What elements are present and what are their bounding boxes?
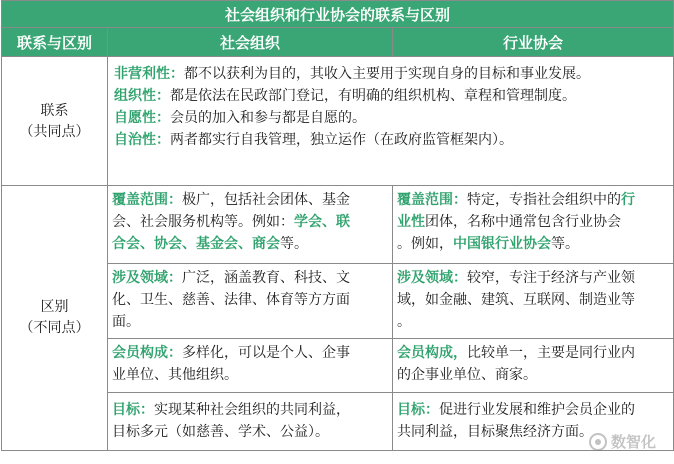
relation-item-text: 都是依法在民政部门登记，有明确的组织机构、章程和管理制度。 — [170, 88, 576, 104]
relation-item — [114, 107, 667, 129]
social-coverage-example: 合会、协会、基金会、商会 — [112, 236, 280, 252]
industry-coverage-text: 。例如， — [397, 236, 453, 252]
relation-label-title: 联系 — [40, 102, 69, 119]
relation-row — [2, 57, 674, 186]
social-goals-line — [112, 399, 388, 421]
header-relation-difference: 联系与区别 — [2, 28, 108, 57]
industry-fields-key: 涉及领域： — [397, 270, 467, 286]
header-industry-association: 行业协会 — [393, 28, 674, 57]
social-fields-cell — [108, 264, 393, 339]
social-coverage-example: 学会、联 — [294, 214, 350, 230]
relation-item — [114, 129, 667, 151]
social-coverage-text: 等。 — [280, 236, 308, 252]
difference-label-title: 区别 — [40, 299, 69, 315]
industry-coverage-line — [397, 189, 669, 211]
table-header-row — [2, 28, 674, 57]
watermark-text: 数智化 — [610, 433, 656, 451]
social-coverage-text: 极广，包括社会团体、基金 — [182, 192, 350, 208]
social-goals-key: 目标： — [112, 402, 154, 418]
industry-members-cell — [393, 339, 674, 393]
industry-members-key: 会员构成， — [397, 345, 467, 361]
industry-coverage-text: 等。 — [551, 236, 579, 252]
industry-coverage-text: 特定，专指社会组织中的 — [467, 192, 621, 208]
difference-row-coverage — [2, 186, 674, 264]
industry-members-line — [397, 342, 669, 364]
relation-label-sub: （共同点） — [19, 123, 90, 140]
social-coverage-line — [112, 233, 388, 255]
social-goals-text: 实现某种社会组织的共同利益， — [154, 402, 350, 418]
relation-item-key: 非营利性： — [114, 66, 184, 82]
social-fields-line: 面。 — [112, 314, 140, 330]
industry-members-text: 比较单一，主要是同行业内 — [467, 345, 635, 361]
difference-label — [2, 186, 108, 451]
industry-goals-line — [397, 399, 669, 421]
social-coverage-line — [112, 211, 388, 233]
social-members-line: 业单位、其他组织。 — [112, 367, 238, 383]
industry-goals-text: 促进行业发展和维护会员企业的 — [439, 402, 635, 418]
relation-item — [114, 63, 667, 85]
relation-item-text: 会员的加入和参与都是自愿的。 — [170, 110, 366, 126]
relation-content — [108, 57, 674, 186]
industry-coverage-key: 覆盖范围： — [397, 192, 467, 208]
social-fields-line — [112, 267, 388, 289]
comparison-table — [1, 0, 674, 451]
industry-coverage-example: 中国银行业协会 — [453, 236, 551, 252]
industry-coverage-highlight: 业性 — [397, 214, 425, 230]
social-coverage-key: 覆盖范围： — [112, 192, 182, 208]
social-fields-line: 化、卫生、慈善、法律、体育等方方面 — [112, 292, 350, 308]
industry-fields-line: 。 — [397, 314, 411, 330]
industry-coverage-cell — [393, 186, 674, 264]
industry-goals-key: 目标： — [397, 402, 439, 418]
industry-fields-cell — [393, 264, 674, 339]
relation-item — [114, 85, 667, 107]
social-members-line — [112, 342, 388, 364]
social-coverage-line — [112, 189, 388, 211]
social-goals-cell — [108, 393, 393, 451]
social-coverage-text: 会、社会服务机构等。例如： — [112, 214, 294, 230]
difference-label-sub: （不同点） — [19, 320, 90, 336]
social-members-text: 多样化，可以是个人、企事 — [182, 345, 350, 361]
relation-item-key: 自治性： — [114, 132, 170, 148]
industry-goals-line: 共同利益，目标聚焦经济方面。 — [397, 424, 593, 440]
social-fields-key: 涉及领域： — [112, 270, 182, 286]
industry-fields-line — [397, 267, 669, 289]
relation-item-key: 组织性： — [114, 88, 170, 104]
relation-item-key: 自愿性： — [114, 110, 170, 126]
industry-fields-text: 较窄，专注于经济与产业领 — [467, 270, 635, 286]
industry-fields-line: 域，如金融、建筑、互联网、制造业等 — [397, 292, 635, 308]
relation-item-text: 两者都实行自我管理，独立运作（在政府监管框架内）。 — [170, 132, 513, 148]
relation-item-text: 都不以获利为目的，其收入主要用于实现自身的目标和事业发展。 — [184, 66, 590, 82]
watermark-logo-icon — [589, 433, 607, 451]
industry-coverage-line — [397, 211, 669, 233]
table-title: 社会组织和行业协会的联系与区别 — [2, 1, 674, 28]
industry-coverage-highlight: 行 — [621, 192, 635, 208]
social-fields-text: 广泛，涵盖教育、科技、文 — [182, 270, 350, 286]
industry-coverage-line — [397, 233, 669, 255]
social-members-key: 会员构成： — [112, 345, 182, 361]
relation-label — [2, 57, 108, 186]
industry-coverage-text: 团体，名称中通常包含行业协会 — [425, 214, 621, 230]
header-social-organization: 社会组织 — [108, 28, 393, 57]
watermark — [589, 431, 656, 452]
social-members-cell — [108, 339, 393, 393]
social-goals-line: 目标多元（如慈善、学术、公益）。 — [112, 424, 329, 440]
industry-members-line: 的企事业单位、商家。 — [397, 367, 537, 383]
table-title-row — [2, 1, 674, 28]
social-coverage-cell — [108, 186, 393, 264]
